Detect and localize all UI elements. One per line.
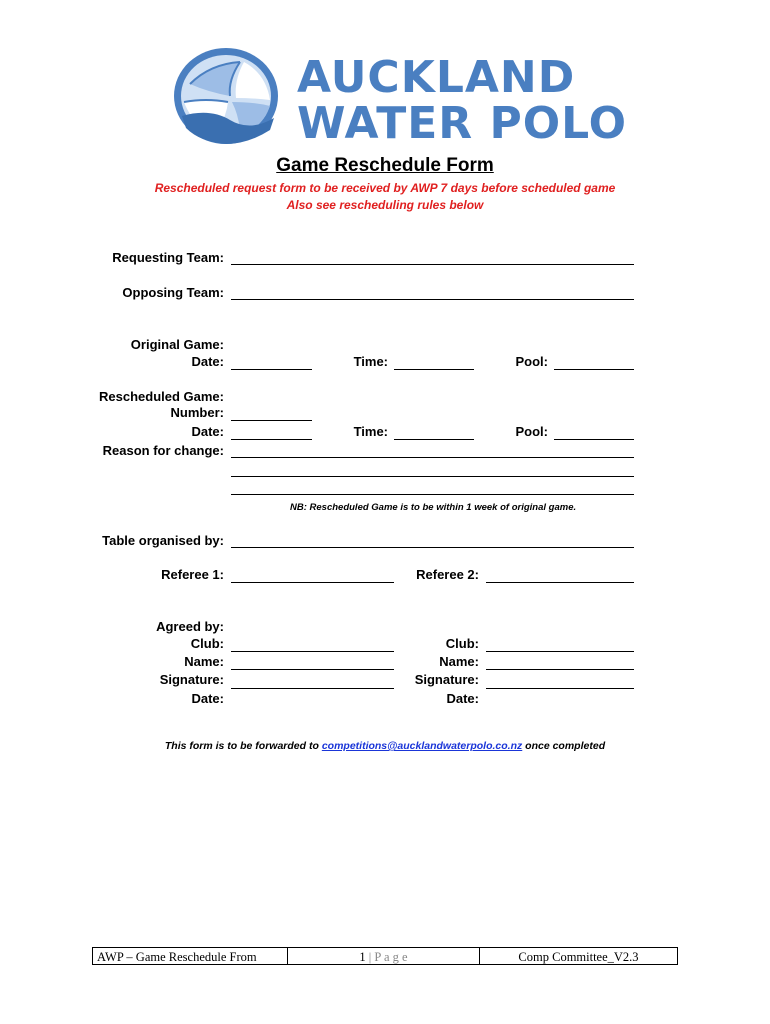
original-game-label: Original Game:: [130, 337, 224, 352]
reason-field-line1[interactable]: [231, 457, 634, 458]
club2-field[interactable]: [486, 651, 634, 652]
rescheduled-number-label: Number:: [170, 405, 224, 420]
footer-page: [287, 947, 480, 965]
nb-note: NB: Rescheduled Game is to be within 1 week of original game.: [290, 502, 577, 513]
logo-text-line1: AUCKLAND: [297, 52, 576, 103]
signature1-field[interactable]: [231, 688, 394, 689]
club1-field[interactable]: [231, 651, 394, 652]
requesting-team-field[interactable]: [231, 264, 634, 265]
referee1-label: Referee 1:: [161, 567, 224, 582]
name2-field[interactable]: [486, 669, 634, 670]
referee2-field[interactable]: [486, 582, 634, 583]
rescheduled-time-field[interactable]: [394, 439, 474, 440]
reason-field-line3[interactable]: [231, 494, 634, 495]
water-polo-ball-icon: [170, 44, 282, 148]
name1-label: Name:: [184, 654, 224, 669]
notice-line1: Rescheduled request form to be received by AWP 7 days before scheduled game: [154, 181, 616, 195]
original-time-label: Time:: [353, 354, 388, 369]
notice-line2: Also see rescheduling rules below: [286, 198, 484, 212]
original-pool-label: Pool:: [515, 354, 548, 369]
table-organised-label: Table organised by:: [102, 533, 224, 548]
name2-label: Name:: [439, 654, 479, 669]
referee2-label: Referee 2:: [416, 567, 479, 582]
referee1-field[interactable]: [231, 582, 394, 583]
opposing-team-label: Opposing Team:: [122, 285, 224, 300]
date2-label: Date:: [446, 691, 479, 706]
signature1-label: Signature:: [159, 672, 224, 687]
table-organised-field[interactable]: [231, 547, 634, 548]
rescheduled-date-label: Date:: [191, 424, 224, 439]
forward-suffix: once completed: [522, 740, 606, 752]
rescheduled-game-label: Rescheduled Game:: [99, 389, 224, 404]
rescheduled-date-field[interactable]: [231, 439, 312, 440]
signature2-field[interactable]: [486, 688, 634, 689]
rescheduled-time-label: Time:: [353, 424, 388, 439]
reason-field-line2[interactable]: [231, 476, 634, 477]
requesting-team-label: Requesting Team:: [112, 250, 224, 265]
page-separator: |: [365, 950, 375, 964]
club1-label: Club:: [190, 636, 224, 651]
rescheduled-number-field[interactable]: [231, 420, 312, 421]
name1-field[interactable]: [231, 669, 394, 670]
original-date-label: Date:: [191, 354, 224, 369]
signature2-label: Signature:: [414, 672, 479, 687]
rescheduled-pool-field[interactable]: [554, 439, 634, 440]
footer-right: Comp Committee_V2.3: [479, 947, 678, 965]
logo-text-line2: WATER POLO: [297, 98, 627, 149]
date1-label: Date:: [191, 691, 224, 706]
forward-note: [0, 740, 770, 752]
footer-left: AWP – Game Reschedule From: [92, 947, 288, 965]
reason-label: Reason for change:: [102, 443, 224, 458]
page-number: 1: [359, 950, 366, 964]
page-title: Game Reschedule Form: [276, 155, 494, 176]
opposing-team-field[interactable]: [231, 299, 634, 300]
agreed-by-label: Agreed by:: [156, 619, 224, 634]
original-date-field[interactable]: [231, 369, 312, 370]
forward-prefix: This form is to be forwarded to: [164, 740, 322, 752]
club2-label: Club:: [445, 636, 479, 651]
original-pool-field[interactable]: [554, 369, 634, 370]
page-word: P a g e: [374, 950, 408, 964]
original-time-field[interactable]: [394, 369, 474, 370]
email-link[interactable]: competitions@aucklandwaterpolo.co.nz: [321, 740, 523, 752]
rescheduled-pool-label: Pool:: [515, 424, 548, 439]
